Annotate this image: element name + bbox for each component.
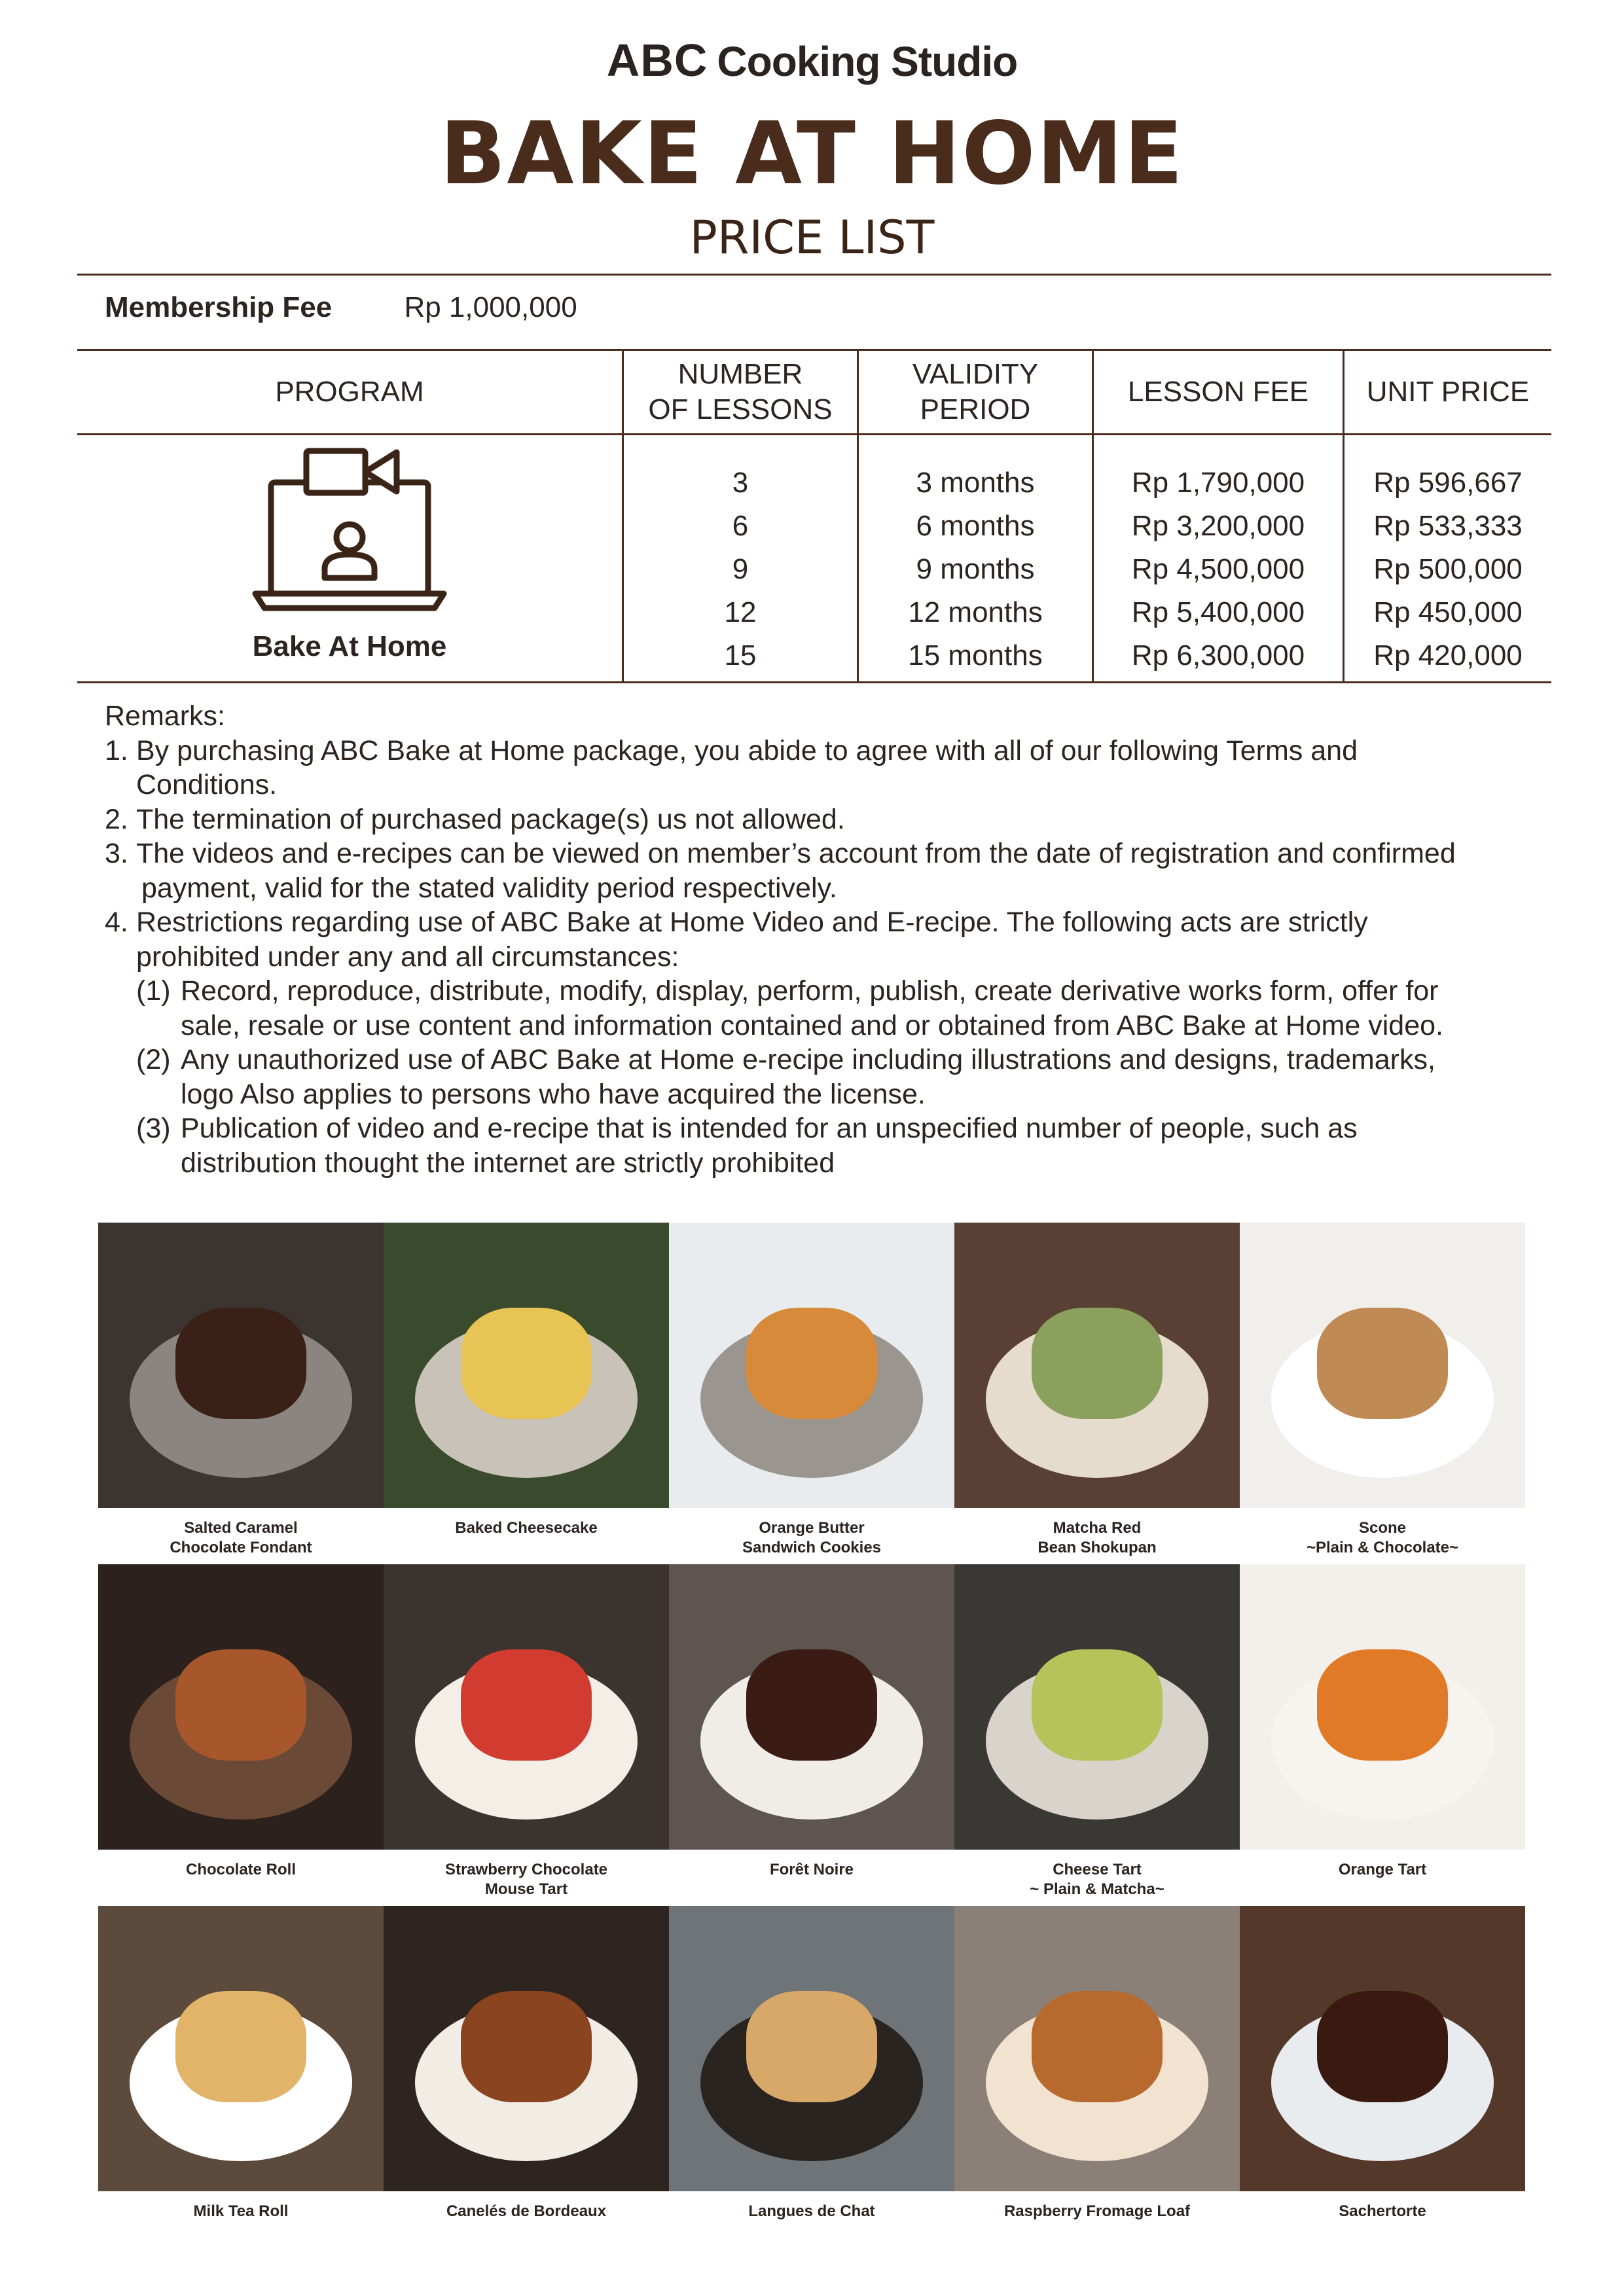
remarks-heading: Remarks: <box>105 700 225 732</box>
lessons-cell <box>623 435 858 683</box>
header-validity-line1: VALIDITY <box>912 358 1039 390</box>
lessons-value: 6 <box>732 510 749 542</box>
recipe-photo <box>1240 1564 1525 1850</box>
recipe-caption-line: ~Plain & Chocolate~ <box>1306 1539 1459 1556</box>
remark-line: payment, valid for the stated validity period respectively. <box>141 872 837 904</box>
remark-number: 4. <box>105 906 128 938</box>
recipe-photo <box>669 1223 954 1508</box>
video-lesson-icon <box>78 442 621 619</box>
price-table-header <box>77 350 1551 435</box>
photo-treat <box>1032 1991 1163 2102</box>
header-unit-price: UNIT PRICE <box>1344 350 1552 435</box>
lessons-value: 15 <box>724 639 757 672</box>
recipe-caption-line: Scone <box>1358 1519 1407 1537</box>
remarks-section <box>105 699 1571 1180</box>
recipe-caption <box>954 1518 1240 1558</box>
recipe-caption <box>1240 1860 1525 1880</box>
recipe-caption <box>669 2202 954 2221</box>
recipe-caption-line: Orange Butter <box>759 1519 865 1537</box>
validity-cell <box>858 435 1093 683</box>
recipe-caption <box>98 2202 384 2221</box>
header-lessons-line2: OF LESSONS <box>648 393 833 425</box>
validity-value: 3 months <box>916 467 1035 499</box>
membership-fee-row <box>105 291 577 324</box>
unit-price-value: Rp 500,000 <box>1373 553 1523 585</box>
remark-number: 3. <box>105 838 128 869</box>
remark-subitem <box>105 1111 1571 1180</box>
remark-subnumber: (2) <box>136 1044 171 1075</box>
lesson-fee-value: Rp 4,500,000 <box>1131 553 1305 585</box>
validity-value: 12 months <box>908 596 1043 628</box>
validity-value: 15 months <box>908 639 1043 672</box>
recipe-photo <box>98 1906 384 2191</box>
unit-price-cell <box>1344 435 1552 683</box>
unit-price-value: Rp 596,667 <box>1373 467 1523 499</box>
price-table-row <box>77 435 1551 683</box>
recipe-photo <box>1240 1223 1525 1508</box>
program-name: Bake At Home <box>252 630 447 662</box>
remark-subnumber: (3) <box>136 1113 171 1144</box>
header-lesson-fee: LESSON FEE <box>1093 350 1344 435</box>
recipe-caption <box>669 1860 954 1880</box>
lessons-value: 3 <box>732 467 749 499</box>
recipe-photo <box>954 1906 1240 2191</box>
recipe-caption-line: Mouse Tart <box>484 1880 568 1898</box>
remark-line: Restrictions regarding use of ABC Bake at Home Video and E-recipe. The following acts are strictly <box>136 906 1368 938</box>
recipe-photo <box>1240 1906 1525 2191</box>
validity-value: 6 months <box>916 510 1035 542</box>
brand-name: Cooking Studio <box>717 38 1018 85</box>
remark-line: logo Also applies to persons who have acquired the license. <box>181 1078 926 1110</box>
recipe-caption-line: Canelés de Bordeaux <box>446 2202 607 2220</box>
remark-line: The videos and e-recipes can be viewed on member’s account from the date of registration and confirmed <box>136 838 1456 869</box>
remark-line: prohibited under any and all circumstances: <box>136 941 679 973</box>
recipe-caption-line: Forêt Noire <box>769 1861 854 1878</box>
program-cell <box>77 435 623 683</box>
recipe-caption-line: Strawberry Chocolate <box>444 1861 608 1878</box>
header-divider <box>77 274 1551 276</box>
photo-treat <box>1032 1649 1163 1761</box>
recipe-caption-line: Sachertorte <box>1339 2202 1426 2220</box>
recipe-caption <box>98 1518 384 1558</box>
validity-value: 9 months <box>916 553 1035 585</box>
photo-treat <box>746 1308 877 1419</box>
remark-item <box>105 802 1571 837</box>
remark-item <box>105 905 1571 974</box>
lesson-fee-cell <box>1093 435 1344 683</box>
remark-line: Any unauthorized use of ABC Bake at Home e-recipe including illustrations and designs, trademarks, <box>181 1044 1435 1075</box>
recipe-caption-line: Matcha Red <box>1053 1519 1142 1537</box>
remark-subitem <box>105 974 1571 1043</box>
recipe-caption <box>1240 2202 1525 2221</box>
recipe-caption <box>669 1518 954 1558</box>
recipe-caption-line: ~ Plain & Matcha~ <box>1030 1880 1164 1898</box>
header-program: PROGRAM <box>77 350 623 435</box>
recipe-caption-line: Bean Shokupan <box>1038 1539 1157 1556</box>
membership-fee-label: Membership Fee <box>105 291 333 323</box>
recipe-caption-line: Baked Cheesecake <box>455 1519 598 1537</box>
recipe-caption <box>384 2202 669 2221</box>
lesson-fee-value: Rp 5,400,000 <box>1131 596 1305 628</box>
recipe-caption <box>1240 1518 1525 1558</box>
remark-subitem <box>105 1043 1571 1111</box>
brand-logo <box>0 34 1624 86</box>
photo-treat <box>746 1649 877 1761</box>
recipe-caption-line: Cheese Tart <box>1053 1861 1142 1878</box>
photo-treat <box>175 1991 306 2102</box>
recipe-photo <box>384 1223 669 1508</box>
remark-line: Publication of video and e-recipe that is intended for an unspecified number of people, such as <box>181 1113 1358 1144</box>
remark-number: 2. <box>105 803 128 835</box>
remark-number: 1. <box>105 734 128 766</box>
recipe-caption-line: Chocolate Fondant <box>170 1539 312 1556</box>
photo-treat <box>461 1649 592 1761</box>
lessons-value: 12 <box>724 596 757 628</box>
recipe-caption-line: Langues de Chat <box>748 2202 875 2220</box>
remark-item <box>105 836 1571 905</box>
photo-treat <box>461 1991 592 2102</box>
recipe-photo <box>954 1564 1240 1850</box>
remark-item <box>105 734 1571 802</box>
recipe-photo <box>669 1564 954 1850</box>
recipe-photo <box>384 1564 669 1850</box>
recipe-photo <box>954 1223 1240 1508</box>
recipe-caption-line: Salted Caramel <box>184 1519 298 1537</box>
recipe-caption-line: Milk Tea Roll <box>193 2202 289 2220</box>
remark-line: sale, resale or use content and information contained and or obtained from ABC Bake at Home video. <box>181 1009 1443 1041</box>
lessons-value: 9 <box>732 553 749 585</box>
recipe-caption-line: Raspberry Fromage Loaf <box>1003 2202 1191 2220</box>
photo-treat <box>175 1308 306 1419</box>
page-title: BAKE AT HOME <box>439 103 1185 204</box>
photo-treat <box>1032 1308 1163 1419</box>
unit-price-value: Rp 533,333 <box>1373 510 1523 542</box>
lesson-fee-value: Rp 3,200,000 <box>1131 510 1305 542</box>
price-table <box>77 349 1551 683</box>
header-lessons-line1: NUMBER <box>677 358 803 390</box>
remark-line: Conditions. <box>136 769 278 800</box>
recipe-caption <box>954 1860 1240 1899</box>
recipe-caption <box>384 1518 669 1538</box>
header-lessons <box>623 350 858 435</box>
remark-line: The termination of purchased package(s) us not allowed. <box>136 803 845 835</box>
remark-line: distribution thought the internet are strictly prohibited <box>181 1147 835 1179</box>
recipe-photo <box>98 1223 384 1508</box>
recipe-caption-line: Orange Tart <box>1338 1861 1427 1878</box>
photo-treat <box>746 1991 877 2102</box>
photo-treat <box>1317 1308 1448 1419</box>
brand-abc: ABC <box>606 35 708 86</box>
recipe-photo <box>98 1564 384 1850</box>
photo-treat <box>1317 1991 1448 2102</box>
recipe-photo <box>669 1906 954 2191</box>
photo-treat <box>1317 1649 1448 1761</box>
recipe-photo <box>384 1906 669 2191</box>
remark-line: By purchasing ABC Bake at Home package, you abide to agree with all of our following Terms and <box>136 734 1358 766</box>
unit-price-value: Rp 450,000 <box>1373 596 1523 628</box>
header-validity-line2: PERIOD <box>920 393 1031 425</box>
recipe-caption <box>98 1860 384 1880</box>
photo-treat <box>461 1308 592 1419</box>
recipe-caption-line: Chocolate Roll <box>185 1861 296 1878</box>
remark-line: Record, reproduce, distribute, modify, display, perform, publish, create derivative works form, offer for <box>181 975 1439 1007</box>
lesson-fee-value: Rp 6,300,000 <box>1131 639 1305 672</box>
recipe-caption <box>954 2202 1240 2221</box>
remark-subnumber: (1) <box>136 975 171 1007</box>
photo-treat <box>175 1649 306 1761</box>
lesson-fee-value: Rp 1,790,000 <box>1131 467 1305 499</box>
recipe-caption <box>384 1860 669 1899</box>
page-subtitle: PRICE LIST <box>689 211 935 264</box>
membership-fee-value: Rp 1,000,000 <box>404 291 577 323</box>
recipe-caption-line: Sandwich Cookies <box>742 1539 882 1556</box>
header-validity <box>858 350 1093 435</box>
unit-price-value: Rp 420,000 <box>1373 639 1523 672</box>
